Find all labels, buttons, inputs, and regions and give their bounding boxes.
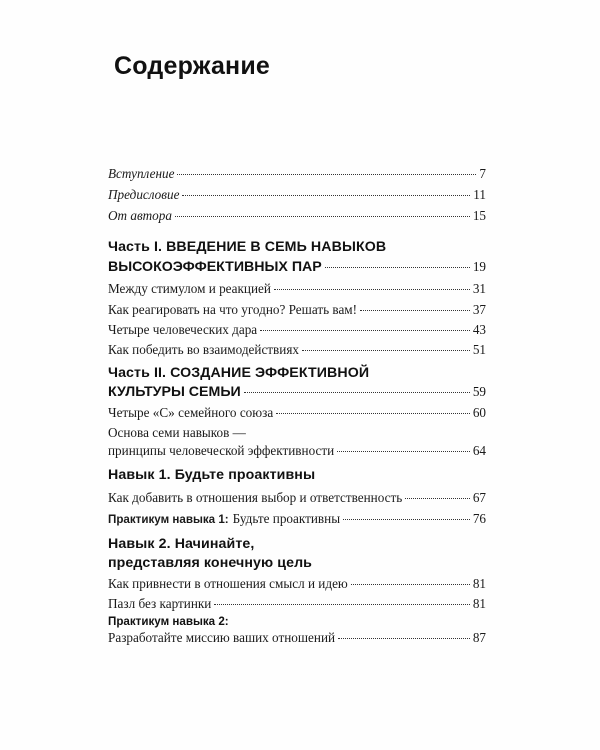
toc-entry-practicum[interactable] — [108, 511, 486, 527]
part1-heading-line2[interactable] — [108, 259, 486, 275]
toc-entry-label: Как привнести в отношения смысл и идею — [108, 576, 348, 591]
toc-entry-page: 43 — [472, 322, 486, 337]
toc-entry-label: Как реагировать на что угодно? Решать вам! — [108, 302, 358, 317]
toc-entry-page: 37 — [472, 302, 486, 317]
toc-entry[interactable] — [108, 405, 486, 421]
part2-heading[interactable]: Часть II. СОЗДАНИЕ ЭФФЕКТИВНОЙ — [108, 365, 370, 381]
toc-entry-label: Четыре человеческих дара — [108, 322, 258, 337]
toc-entry-label: Пазл без картинки — [108, 596, 212, 611]
toc-entry[interactable] — [108, 596, 486, 612]
toc-entry[interactable] — [108, 630, 486, 646]
toc-entry-page: 19 — [472, 259, 486, 274]
toc-entry[interactable] — [108, 187, 486, 203]
practicum-prefix[interactable]: Практикум навыка 2: — [108, 615, 229, 628]
toc-entry-page: 51 — [472, 342, 486, 357]
part1-heading[interactable]: Часть I. ВВЕДЕНИЕ В СЕМЬ НАВЫКОВ — [108, 239, 387, 255]
toc-entry-page: 81 — [472, 576, 486, 591]
toc-entry[interactable] — [108, 208, 486, 224]
toc-entry-label[interactable]: Основа семи навыков — — [108, 425, 246, 440]
leader-dots — [325, 266, 470, 268]
leader-dots — [182, 194, 470, 196]
toc-entry-page: 59 — [472, 384, 486, 399]
leader-dots — [343, 518, 470, 520]
toc-entry-label: Как добавить в отношения выбор и ответственность — [108, 490, 403, 505]
toc-entry-page: 7 — [479, 166, 486, 181]
leader-dots — [302, 349, 470, 351]
practicum-prefix: Практикум навыка 1: — [108, 513, 229, 526]
habit1-heading[interactable]: Навык 1. Будьте проактивны — [108, 467, 316, 483]
toc-entry-label: Предисловие — [108, 187, 180, 202]
leader-dots — [338, 637, 470, 639]
toc-entry-label: Как победить во взаимодействиях — [108, 342, 299, 357]
part2-heading-label: КУЛЬТУРЫ СЕМЬИ — [108, 384, 241, 400]
leader-dots — [351, 583, 470, 585]
toc-entry-page: 11 — [473, 187, 486, 202]
toc-entry[interactable] — [108, 302, 486, 318]
toc-entry-page: 60 — [472, 405, 486, 420]
habit2-heading-line2[interactable]: представляя конечную цель — [108, 555, 313, 571]
part1-heading-label: ВЫСОКОЭФФЕКТИВНЫХ ПАР — [108, 259, 322, 275]
toc-entry[interactable] — [108, 490, 486, 506]
toc-entry-page: 31 — [472, 281, 486, 296]
toc-entry-label: Будьте проактивны — [232, 511, 341, 526]
leader-dots — [276, 412, 470, 414]
leader-dots — [274, 288, 470, 290]
toc-entry-label: От автора — [108, 208, 172, 223]
toc-entry[interactable] — [108, 322, 486, 338]
leader-dots — [214, 603, 469, 605]
page-title: Содержание — [114, 52, 271, 80]
leader-dots — [244, 391, 470, 393]
toc-entry[interactable] — [108, 281, 486, 297]
leader-dots — [337, 450, 470, 452]
toc-entry-label: Вступление — [108, 166, 175, 181]
toc-entry-label: Разработайте миссию ваших отношений — [108, 630, 336, 645]
toc-entry[interactable] — [108, 576, 486, 592]
leader-dots — [175, 215, 470, 217]
toc-entry-page: 81 — [472, 596, 486, 611]
toc-entry-page: 64 — [472, 443, 486, 458]
toc-entry[interactable] — [108, 342, 486, 358]
toc-entry-label: Между стимулом и реакцией — [108, 281, 271, 296]
toc-entry-page: 76 — [472, 511, 486, 526]
toc-entry-label: Четыре «С» семейного союза — [108, 405, 274, 420]
toc-entry-label: принципы человеческой эффективности — [108, 443, 335, 458]
toc-entry-page: 87 — [472, 630, 486, 645]
part2-heading-line2[interactable] — [108, 384, 486, 400]
toc-entry-page: 15 — [472, 208, 486, 223]
leader-dots — [405, 497, 470, 499]
leader-dots — [360, 309, 470, 311]
habit2-heading[interactable]: Навык 2. Начинайте, — [108, 536, 255, 552]
toc-entry[interactable] — [108, 443, 486, 459]
leader-dots — [260, 329, 470, 331]
leader-dots — [177, 173, 476, 175]
toc-entry-page: 67 — [472, 490, 486, 505]
toc-entry[interactable] — [108, 166, 486, 182]
